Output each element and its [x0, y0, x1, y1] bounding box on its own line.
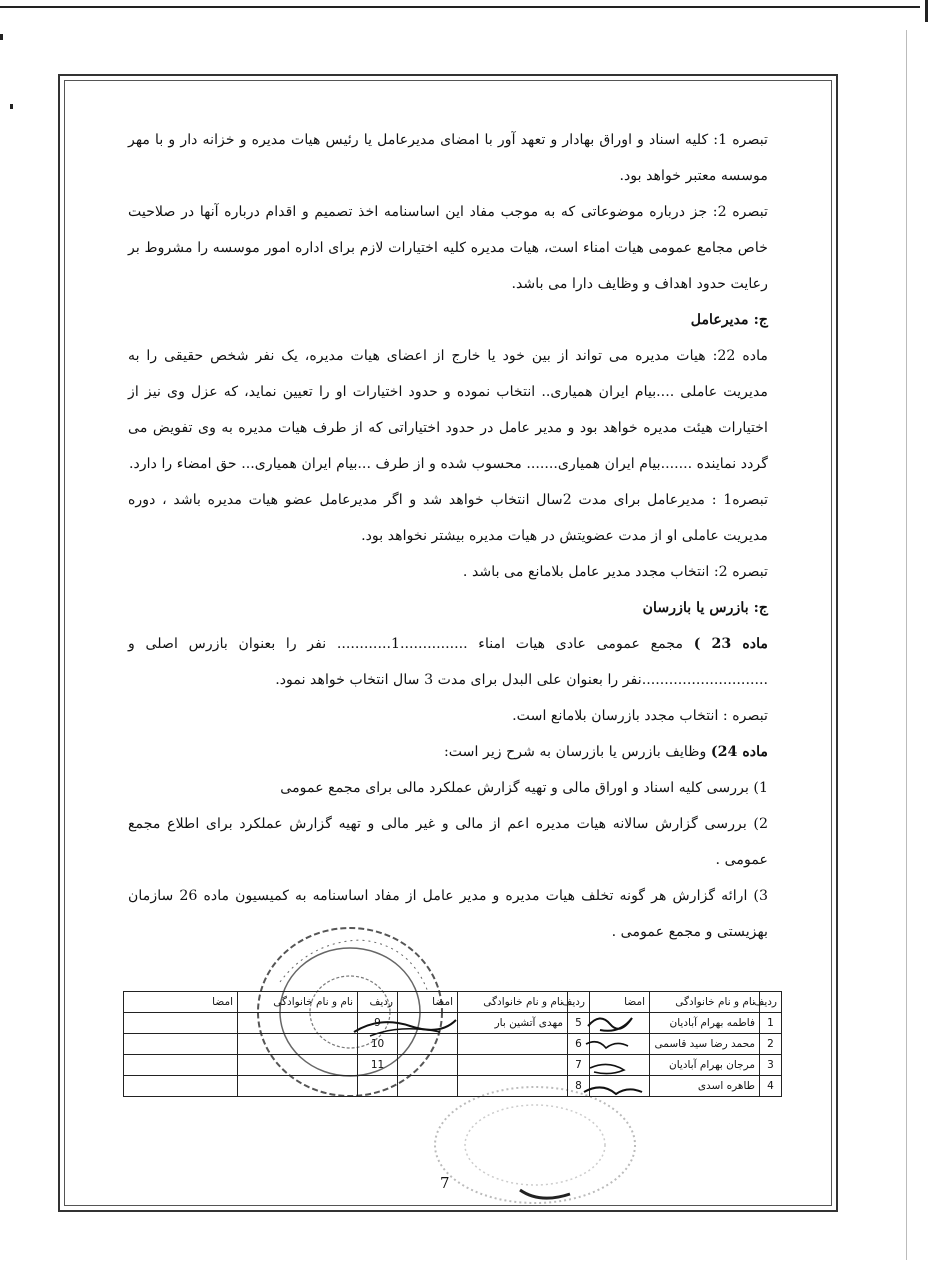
header-cell: ردیف: [568, 992, 590, 1013]
row-number: 3: [760, 1055, 782, 1076]
row-number: 9: [358, 1013, 398, 1034]
member-name: [238, 1034, 358, 1055]
table-header-row: [124, 992, 782, 1013]
signature-cell: [590, 1034, 650, 1055]
member-name: [238, 1013, 358, 1034]
signature-cell: [398, 1013, 458, 1034]
member-name: [238, 1076, 358, 1097]
row-number: 2: [760, 1034, 782, 1055]
scan-speck: [0, 34, 3, 40]
article-24-paragraph: [128, 734, 768, 770]
member-name: [238, 1055, 358, 1076]
ceo-heading: ج: مدیرعامل: [690, 312, 768, 328]
row-number: 4: [760, 1076, 782, 1097]
header-cell: امضا: [398, 992, 458, 1013]
member-name: [458, 1034, 568, 1055]
table-row: [124, 1013, 782, 1034]
article-22-paragraph: ماده 22: هیات مدیره می تواند از بین خود یا خارج از اعضای هیات مدیره، یک نفر شخص حقیقی را به مدیریت عاملی ....بیام ایران همیاری.. انتخاب نموده و حدود اختیارات او را تعیین نماید، که عزل وی نیز از اختیارات هیئت مدیره خواهد بود و مدیر عامل در حدود اختیاراتی که از طرف هیات مدیره به وی تفویض می گردد نماینده .......بیام ایران همیاری....... محسوب شده و از طرف ...بیام ایران همیاری... حق امضاء را دارد.: [128, 348, 768, 472]
signature-cell: [398, 1076, 458, 1097]
article-23-paragraph: [128, 626, 768, 698]
member-name: محمد رضا سید قاسمی: [650, 1034, 760, 1055]
duty-1-paragraph: 1) بررسی کلیه اسناد و اوراق مالی و تهیه گزارش عملکرد مالی برای مجمع عمومی: [280, 780, 768, 796]
article-24-text: وظایف بازرس یا بازرسان به شرح زیر است:: [443, 744, 707, 760]
header-cell: امضا: [124, 992, 238, 1013]
row-number: 1: [760, 1013, 782, 1034]
member-name: [458, 1076, 568, 1097]
board-signatures-table: [123, 991, 782, 1097]
member-name: [458, 1055, 568, 1076]
header-cell: امضا: [590, 992, 650, 1013]
article-23-text: مجمع عمومی عادی هیات امناء ...............1............ نفر را بعنوان بازرس اصلی و ............................نفر را بعنوان علی البدل برای مدت 3 سال انتخاب خواهد نمود.: [128, 636, 768, 688]
row-number: 7: [568, 1055, 590, 1076]
header-cell: نام و نام خانوادگی: [458, 992, 568, 1013]
table-row: [124, 1076, 782, 1097]
article-24-label: ماده 24): [710, 744, 768, 760]
signature-cell: [590, 1013, 650, 1034]
member-name: مهدی آتشین بار: [458, 1013, 568, 1034]
signature-cell: [398, 1055, 458, 1076]
inspector-heading: ج: بازرس یا بازرسان: [642, 600, 768, 616]
row-number: 6: [568, 1034, 590, 1055]
ceo-note-2-paragraph: تبصره 2: انتخاب مجدد مدیر عامل بلامانع می باشد .: [462, 564, 768, 580]
note-2-paragraph: تبصره 2: جز درباره موضوعاتی که به موجب مفاد این اساسنامه اخذ تصمیم و اقدام درباره آنها در صلاحیت خاص مجامع عمومی هیات امناء است، هیات مدیره کلیه اختیارات لازم برای اداره امور موسسه را مشروط بر رعایت حدود اهداف و وظایف دارا می باشد.: [128, 204, 768, 292]
document-body: [128, 122, 768, 950]
member-name: مرجان بهرام آبادیان: [650, 1055, 760, 1076]
scan-speck: [10, 104, 13, 109]
scan-edge-line: [0, 6, 920, 8]
article-23-label: ماده 23 ): [693, 636, 768, 652]
row-number: 10: [358, 1034, 398, 1055]
table-row: [124, 1055, 782, 1076]
ceo-note-1-paragraph: تبصره1 : مدیرعامل برای مدت 2سال انتخاب خواهد شد و اگر مدیرعامل عضو هیات مدیره باشد ، دوره مدیریت عاملی او از مدت عضویتش در هیات مدیره بیشتر نخواهد بود.: [128, 492, 769, 544]
row-number: 8: [568, 1076, 590, 1097]
signature-cell: [124, 1013, 238, 1034]
row-number: 5: [568, 1013, 590, 1034]
header-cell: نام و نام خانوادگی: [238, 992, 358, 1013]
row-number: [358, 1076, 398, 1097]
header-cell: ردیف: [358, 992, 398, 1013]
header-cell: ردیف: [760, 992, 782, 1013]
inspector-note-paragraph: تبصره : انتخاب مجدد بازرسان بلامانع است.: [512, 708, 768, 724]
member-name: طاهره اسدی: [650, 1076, 760, 1097]
row-number: 11: [358, 1055, 398, 1076]
signature-cell: [124, 1076, 238, 1097]
page-number: 7: [440, 1174, 450, 1192]
signature-cell: [590, 1076, 650, 1097]
header-cell: نام و نام خانوادگی: [650, 992, 760, 1013]
signature-cell: [398, 1034, 458, 1055]
duty-2-paragraph: 2) بررسی گزارش سالانه هیات مدیره اعم از مالی و غیر مالی و تهیه گزارش عملکرد برای اطلاع مجمع عمومی .: [128, 816, 768, 868]
duty-3-paragraph: 3) ارائه گزارش هر گونه تخلف هیات مدیره و مدیر عامل از مفاد اساسنامه به کمیسیون ماده 26 سازمان بهزیستی و مجمع عمومی .: [128, 888, 769, 940]
signature-cell: [590, 1055, 650, 1076]
scan-speck: [925, 0, 928, 22]
signature-cell: [124, 1055, 238, 1076]
scan-edge-rule: [906, 30, 907, 1260]
member-name: فاطمه بهرام آبادیان: [650, 1013, 760, 1034]
note-1-paragraph: تبصره 1: کلیه اسناد و اوراق بهادار و تعهد آور با امضای مدیرعامل یا رئیس هیات مدیره و خزانه دار و با مهر موسسه معتبر خواهد بود.: [128, 132, 768, 184]
table-row: [124, 1034, 782, 1055]
signature-cell: [124, 1034, 238, 1055]
